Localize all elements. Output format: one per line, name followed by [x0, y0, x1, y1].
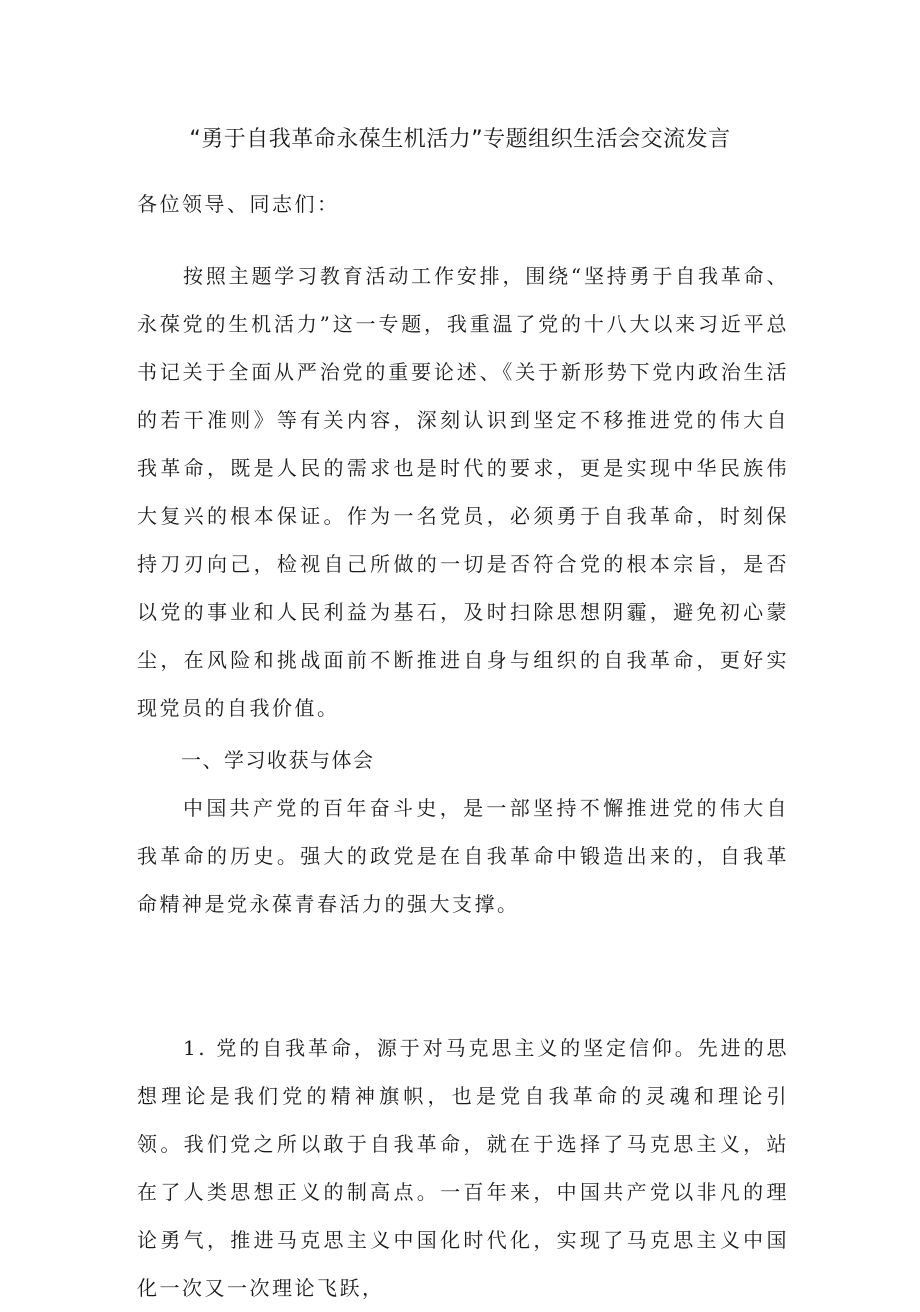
intro-paragraph: 按照主题学习教育活动工作安排，围绕“坚持勇于自我革命、永葆党的生机活力”这一专题，我重温了党的十八大以来习近平总书记关于全面从严治党的重要论述、《关于新形势下党内政治生活的若干准则》等有关内容，深刻认识到坚定不移推进党的伟大自我革命，既是人民的需求也是时代的要求，更是实现中华民族伟大复兴的根本保证。作为一名党员，必须勇于自我革命，时刻保持刀刃向己，检视自己所做的一切是否符合党的根本宗旨，是否以党的事业和人民利益为基石，及时扫除思想阴霾，避免初心蒙尘，在风险和挑战面前不断推进自身与组织的自我革命，更好实现党员的自我价值。	[137, 264, 789, 720]
section-heading: 一、学习收获与体会	[181, 748, 375, 772]
point-paragraph: 1. 党的自我革命，源于对马克思主义的坚定信仰。先进的思想理论是我们党的精神旗帜，也是党自我革命的灵魂和理论引领。我们党之所以敢于自我革命，就在于选择了马克思主义，站在了人类思想正义的制高点。一百年来，中国共产党以非凡的理论勇气，推进马克思主义中国化时代化，实现了马克思主义中国化一次又一次理论飞跃，	[137, 1036, 789, 1300]
section-paragraph: 中国共产党的百年奋斗史，是一部坚持不懈推进党的伟大自我革命的历史。强大的政党是在自我革命中锻造出来的，自我革命精神是党永葆青春活力的强大支撑。	[137, 796, 789, 916]
document-title: “勇于自我革命永葆生机活力”专题组织生活会交流发言	[189, 127, 731, 152]
greeting: 各位领导、同志们：	[137, 192, 340, 216]
